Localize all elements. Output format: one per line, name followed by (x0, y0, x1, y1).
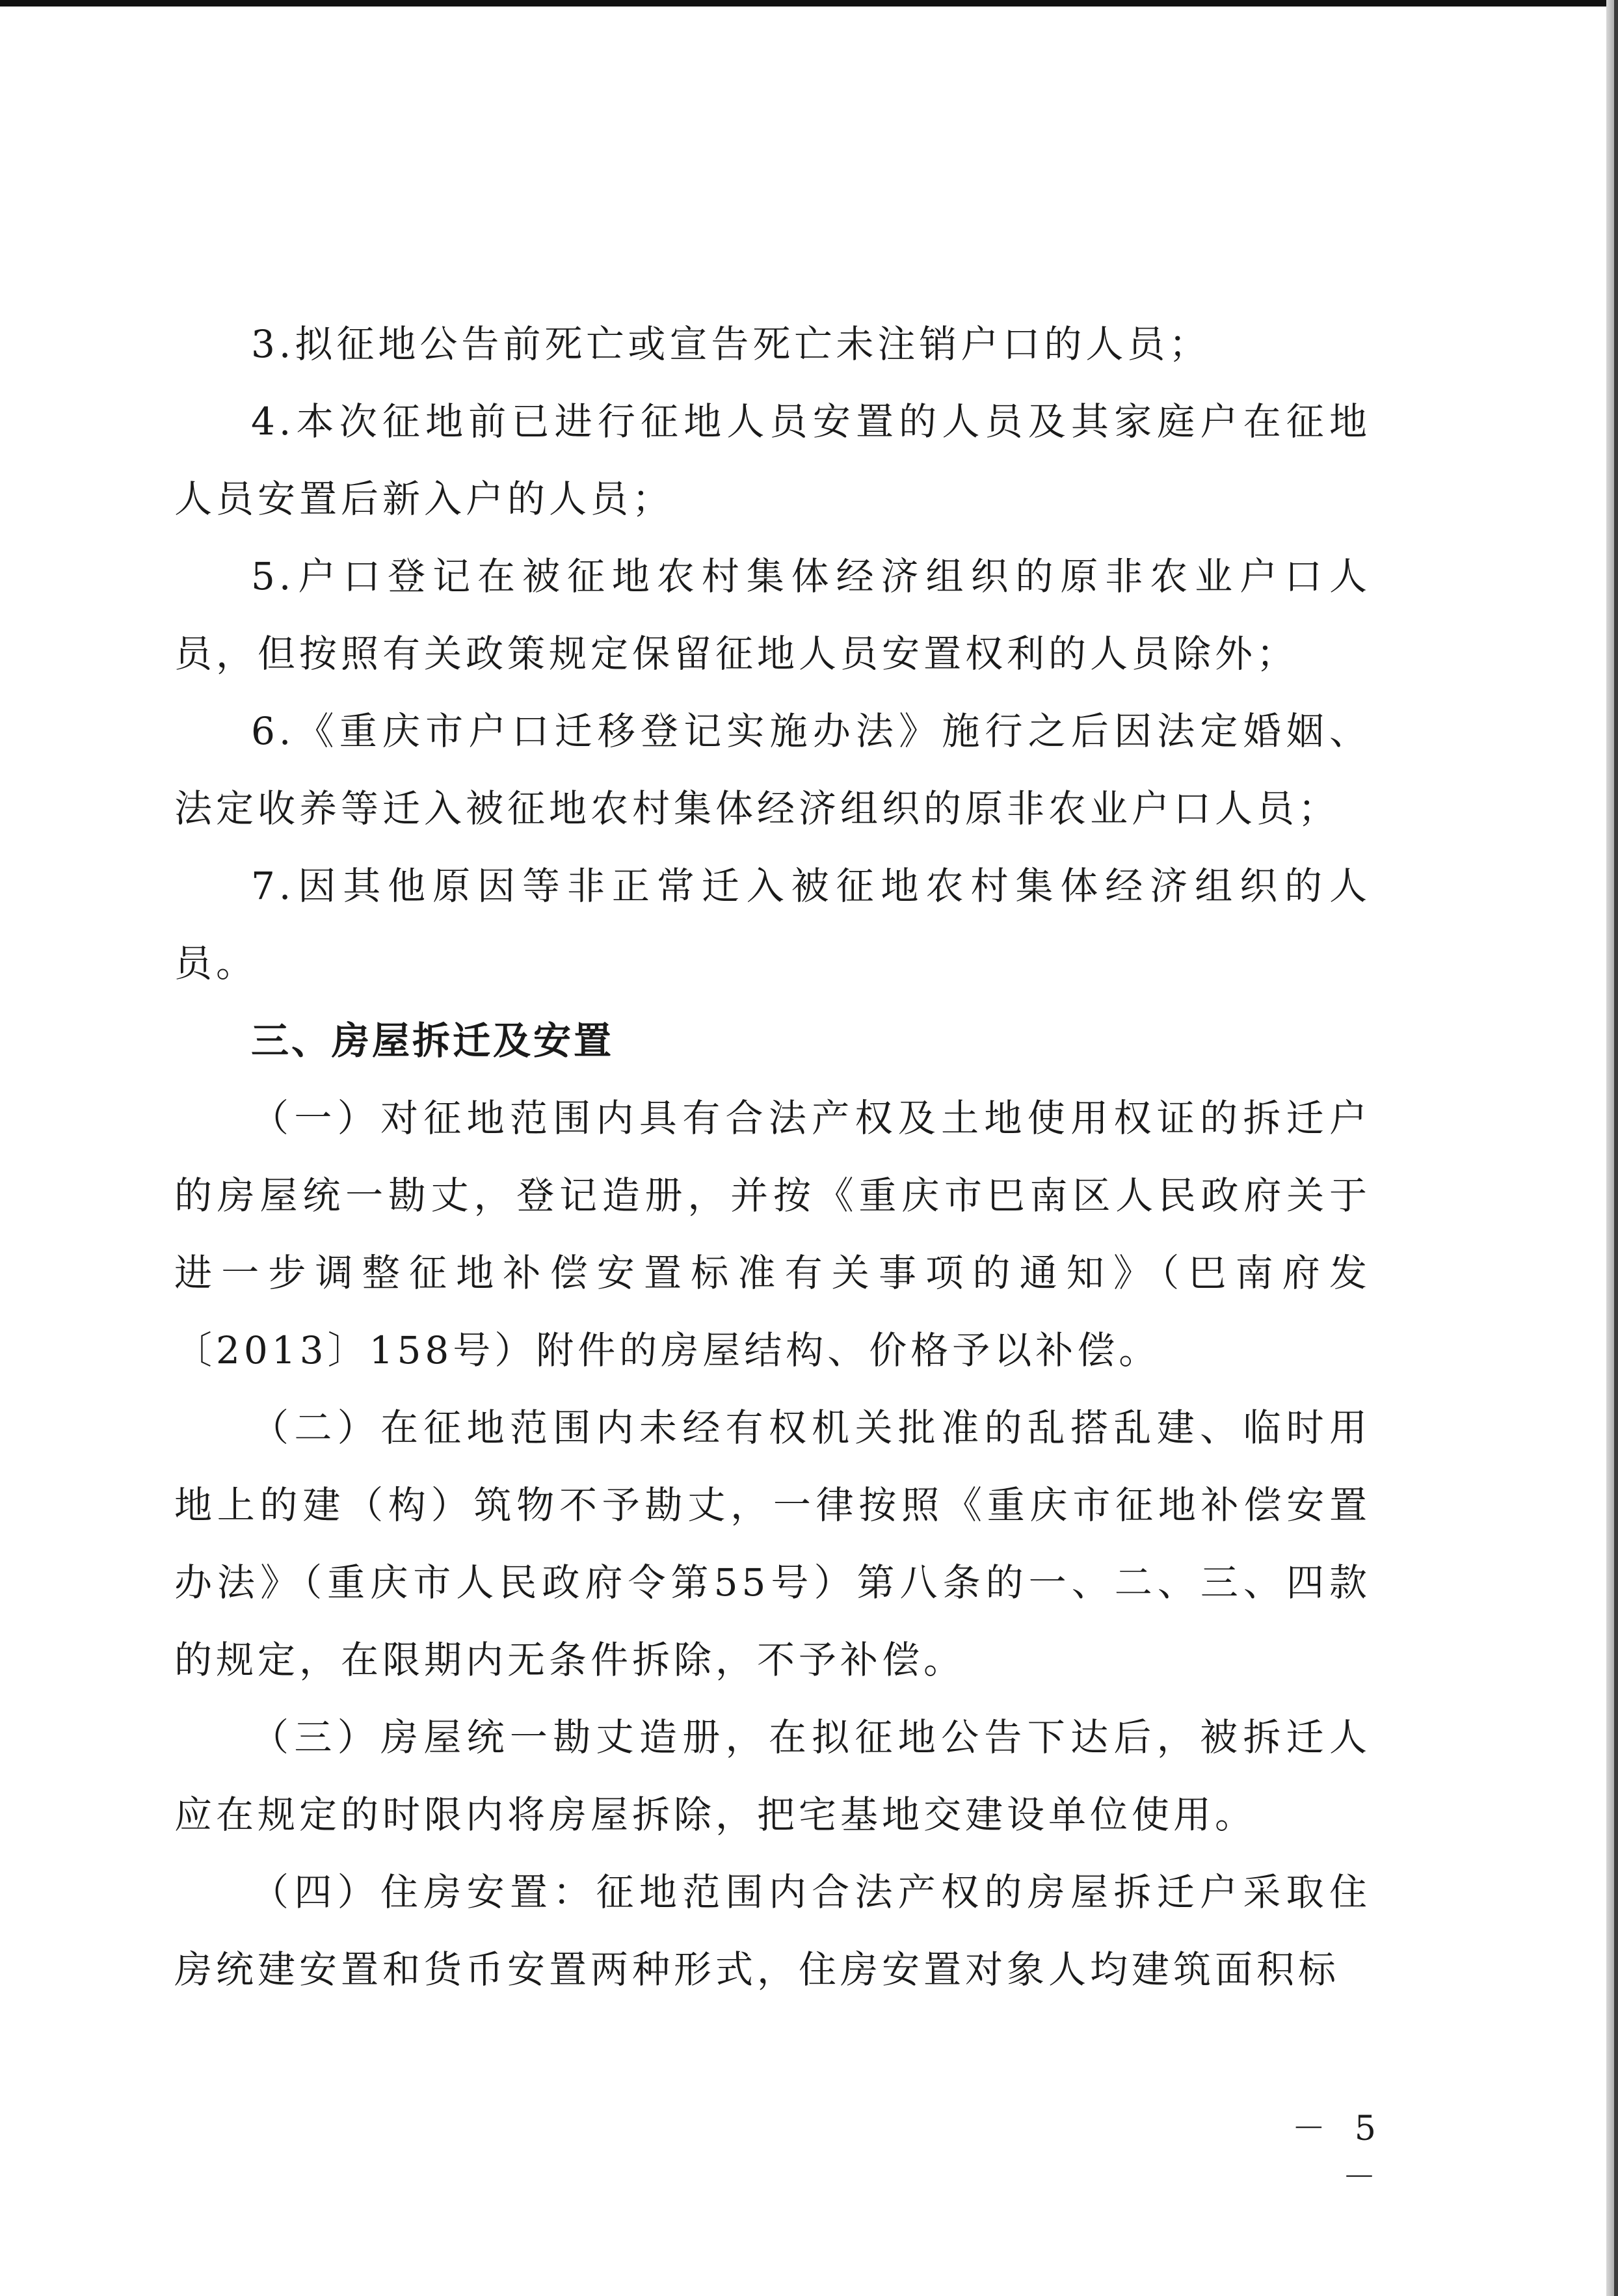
paragraph-item-3: 3.拟征地公告前死亡或宣告死亡未注销户口的人员； (251, 322, 1211, 366)
paragraph-item-5: 5.户口登记在被征地农村集体经济组织的原非农业户口人员，但按照有关政策规定保留征地人员安置权利的人员除外； (174, 554, 1371, 676)
paragraph-item-7: 7.因其他原因等非正常迁入被征地农村集体经济组织的人员。 (174, 864, 1371, 985)
paragraph-clause-3: （三）房屋统一勘丈造册，在拟征地公告下达后，被拆迁人应在规定的时限内将房屋拆除，把宅基地交建设单位使用。 (174, 1715, 1371, 1837)
scan-top-edge (0, 0, 1618, 7)
scan-right-shadow (1614, 0, 1618, 2296)
section-heading: 三、房屋拆迁及安置 (251, 1019, 615, 1063)
paragraph-item-6: 6.《重庆市户口迁移登记实施办法》施行之后因法定婚姻、法定收养等迁入被征地农村集体经济组织的原非农业户口人员； (174, 709, 1371, 831)
document-body (174, 306, 1371, 2009)
paragraph-clause-1: （一）对征地范围内具有合法产权及土地使用权证的拆迁户的房屋统一勘丈，登记造册，并按《重庆市巴南区人民政府关于进一步调整征地补偿安置标准有关事项的通知》（巴南府发〔2013〕158号）附件的房屋结构、价格予以补偿。 (174, 1096, 1371, 1372)
paragraph-clause-2: （二）在征地范围内未经有权机关批准的乱搭乱建、临时用地上的建（构）筑物不予勘丈，一律按照《重庆市征地补偿安置办法》（重庆市人民政府令第55号）第八条的一、二、三、四款的规定，在限期内无条件拆除，不予补偿。 (174, 1406, 1371, 1682)
paragraph-clause-4: （四）住房安置：征地范围内合法产权的房屋拆迁户采取住房统建安置和货币安置两种形式，住房安置对象人均建筑面积标 (174, 1870, 1371, 1992)
page-number: － 5 － (1292, 2109, 1385, 2197)
paragraph-item-4: 4.本次征地前已进行征地人员安置的人员及其家庭户在征地人员安置后新入户的人员； (174, 399, 1371, 521)
